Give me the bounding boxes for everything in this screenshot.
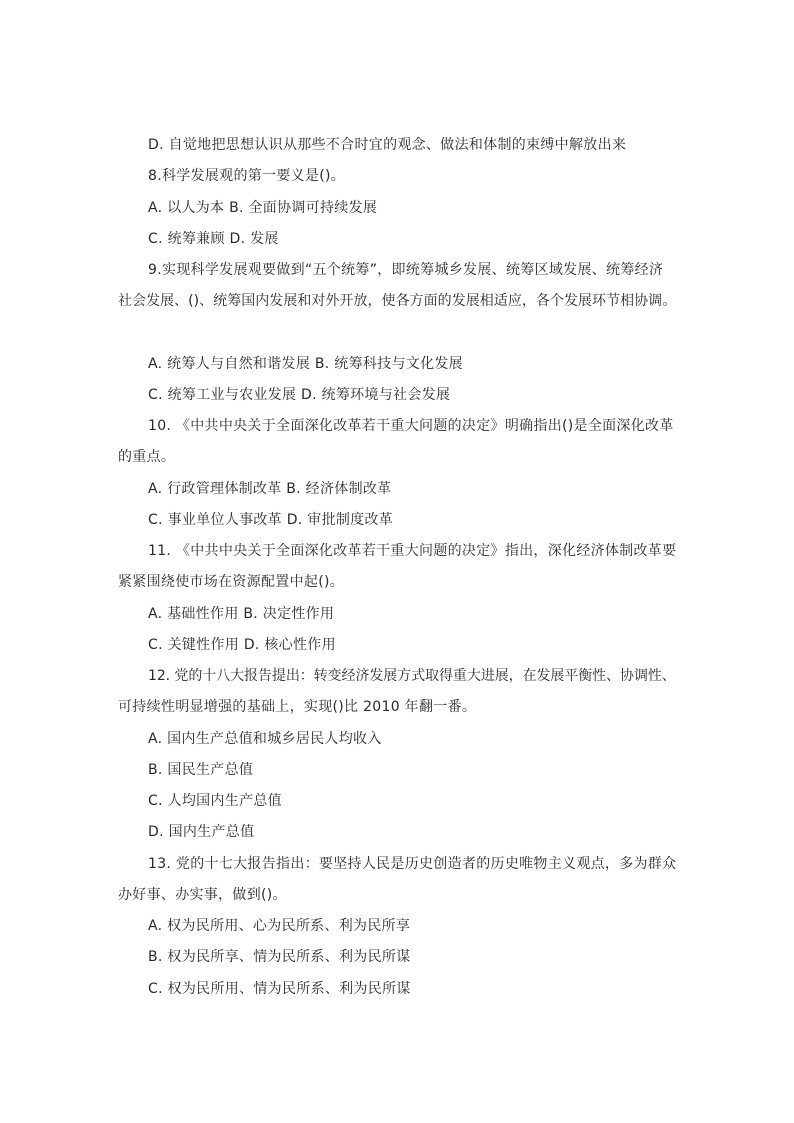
question-line: 12. 党的十八大报告提出：转变经济发展方式取得重大进展，在发展平衡性、协调性、 bbox=[148, 668, 676, 684]
option-line: C. 统筹兼顾 D. 发展 bbox=[148, 231, 279, 247]
option-line: D. 国内生产总值 bbox=[148, 824, 255, 840]
question-line: 的重点。 bbox=[118, 449, 176, 465]
question-line: 办好事、办实事，做到()。 bbox=[118, 887, 287, 903]
question-line: 紧紧围绕使市场在资源配置中起()。 bbox=[118, 574, 345, 590]
option-line: C. 事业单位人事改革 D. 审批制度改革 bbox=[148, 512, 394, 528]
option-line: C. 关键性作用 D. 核心性作用 bbox=[148, 637, 336, 653]
question-line: 11. 《中共中央关于全面深化改革若干重大问题的决定》指出，深化经济体制改革要 bbox=[148, 543, 677, 559]
option-line: A. 行政管理体制改革 B. 经济体制改革 bbox=[148, 481, 392, 497]
question-line: 8.科学发展观的第一要义是()。 bbox=[148, 168, 346, 184]
option-line: A. 国内生产总值和城乡居民人均收入 bbox=[148, 731, 382, 747]
option-line: D. 自觉地把思想认识从那些不合时宜的观念、做法和体制的束缚中解放出来 bbox=[148, 137, 627, 153]
option-line: A. 统筹人与自然和谐发展 B. 统筹科技与文化发展 bbox=[148, 356, 463, 372]
option-line: A. 权为民所用、心为民所系、利为民所享 bbox=[148, 918, 411, 934]
option-line: A. 基础性作用 B. 决定性作用 bbox=[148, 606, 335, 622]
option-line: A. 以人为本 B. 全面协调可持续发展 bbox=[148, 200, 378, 216]
question-line: 社会发展、()、统筹国内发展和对外开放，使各方面的发展相适应，各个发展环节相协调。 bbox=[118, 293, 677, 309]
option-line: C. 人均国内生产总值 bbox=[148, 793, 282, 809]
option-line: C. 权为民所用、情为民所系、利为民所谋 bbox=[148, 981, 411, 997]
question-line: 10. 《中共中央关于全面深化改革若干重大问题的决定》明确指出()是全面深化改革 bbox=[148, 418, 674, 434]
question-line: 13. 党的十七大报告指出：要坚持人民是历史创造者的历史唯物主义观点，多为群众 bbox=[148, 856, 677, 872]
question-line: 可持续性明显增强的基础上，实现()比 2010 年翻一番。 bbox=[118, 699, 477, 715]
question-line: 9.实现科学发展观要做到“五个统筹”，即统筹城乡发展、统筹区域发展、统筹经济 bbox=[148, 262, 664, 278]
option-line: B. 权为民所享、情为民所系、利为民所谋 bbox=[148, 949, 411, 965]
option-line: C. 统筹工业与农业发展 D. 统筹环境与社会发展 bbox=[148, 387, 451, 403]
option-line: B. 国民生产总值 bbox=[148, 762, 254, 778]
